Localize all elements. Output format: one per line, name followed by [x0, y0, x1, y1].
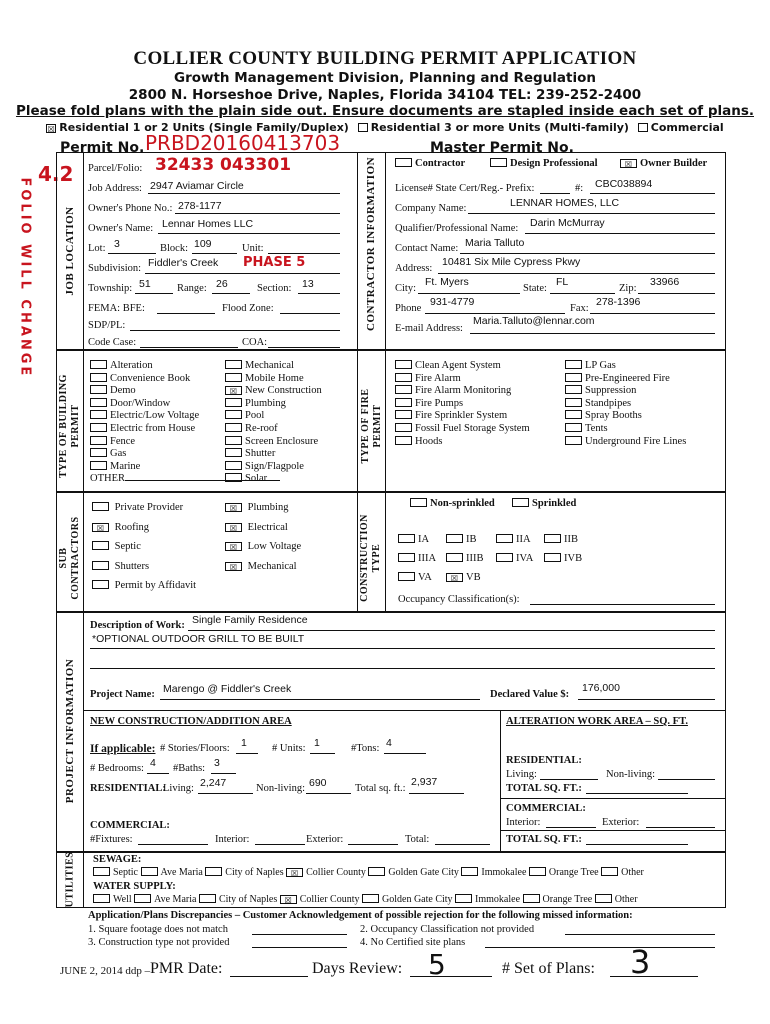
bt-plumbing[interactable]: Plumbing [225, 398, 322, 411]
sewage-septic[interactable]: Septic [93, 867, 138, 878]
sprinkled-option[interactable]: Sprinkled [512, 498, 576, 509]
commercial-total-label: Total: [405, 834, 430, 845]
range-label: Range: [177, 283, 207, 294]
water-ave-maria[interactable]: Ave Maria [134, 894, 196, 905]
ft-lp-gas[interactable]: LP Gas [565, 360, 686, 373]
sub-shutters[interactable]: Shutters [92, 557, 196, 577]
city-value[interactable]: Ft. Myers [425, 276, 469, 288]
bt-shutter[interactable]: Shutter [225, 448, 322, 461]
side-job-location: JOB LOCATION [64, 206, 76, 296]
days-review-label: Days Review: [312, 960, 403, 977]
res12-label: Residential 1 or 2 Units (Single Family/Duplex) [59, 121, 349, 134]
res3-checkbox[interactable] [358, 123, 368, 132]
declared-value[interactable]: 176,000 [582, 682, 620, 694]
exterior-label: Exterior: [306, 834, 344, 845]
phase-value: PHASE 5 [243, 255, 306, 270]
alt-nonliving-label: Non-living: [606, 769, 655, 780]
water-golden-gate[interactable]: Golden Gate City [362, 894, 453, 905]
days-review-value[interactable]: 5 [428, 948, 446, 981]
bedrooms-label: # Bedrooms: [90, 763, 144, 774]
alt-exterior-label: Exterior: [602, 817, 640, 828]
interior-label: Interior: [215, 834, 250, 845]
margin-note: FOLIO WILL CHANGE [17, 177, 33, 379]
water-options [93, 894, 638, 905]
bt-screen-enclosure[interactable]: Screen Enclosure [225, 436, 322, 449]
sewage-collier[interactable]: ☒ Collier County [286, 867, 366, 878]
new-area-heading: NEW CONSTRUCTION/ADDITION AREA [90, 716, 292, 727]
nonliving-value[interactable]: 690 [309, 777, 327, 789]
desc-label: Description of Work: [90, 620, 185, 631]
commercial-label: COMMERCIAL: [90, 820, 170, 831]
project-name-label: Project Name: [90, 689, 155, 700]
building-type-col2 [225, 360, 322, 486]
bt-pool[interactable]: Pool [225, 410, 322, 423]
bt-mobile-home[interactable]: Mobile Home [225, 373, 322, 386]
owner-name-label: Owner's Name: [88, 223, 154, 234]
sub-roofing[interactable]: ☒ Roofing [92, 518, 196, 538]
contractor-address-label: Address: [395, 263, 433, 274]
side-project-info: PROJECT INFORMATION [64, 658, 76, 804]
sub-private-provider[interactable]: Private Provider [92, 498, 196, 518]
owner-phone-value[interactable]: 278-1177 [178, 200, 222, 212]
discrepancy-2: 2. Occupancy Classification not provided [360, 924, 535, 935]
contractor-phone-value[interactable]: 931-4779 [430, 296, 475, 308]
baths-label: #Baths: [173, 763, 206, 774]
contractor-option[interactable]: Contractor [395, 158, 465, 169]
ct-iia[interactable]: IIA [496, 530, 544, 549]
bt-mechanical[interactable]: Mechanical [225, 360, 322, 373]
block-label: Block: [160, 243, 188, 254]
bt-electric-from-house[interactable]: Electric from House [90, 423, 280, 436]
fire-type-col2 [565, 360, 686, 448]
range-value[interactable]: 26 [216, 278, 228, 290]
subdivision-label: Subdivision: [88, 263, 142, 274]
bt-solar[interactable]: Solar [225, 473, 322, 486]
contact-value[interactable]: Maria Talluto [465, 237, 525, 249]
ct-iib[interactable]: IIB [544, 534, 578, 545]
sub-permit-affidavit[interactable]: Permit by Affidavit [92, 576, 196, 596]
ft-tents[interactable]: Tents [565, 423, 686, 436]
bt-gas[interactable]: Gas [90, 448, 280, 461]
sewage-golden-gate[interactable]: Golden Gate City [368, 867, 459, 878]
code-case-label: Code Case: [88, 337, 137, 348]
discrepancy-1: 1. Square footage does not match [88, 924, 228, 935]
fema-label: FEMA: BFE: [88, 303, 145, 314]
state-value[interactable]: FL [556, 276, 569, 288]
bt-sign-flagpole[interactable]: Sign/Flagpole [225, 461, 322, 474]
instruction-line: Please fold plans with the plain side out. Ensure documents are stapled inside each set of plans. [15, 103, 754, 119]
bt-demo[interactable]: Demo [90, 385, 280, 398]
alt-total2-label: TOTAL SQ. FT.: [506, 834, 582, 845]
side-sub-contractors: SUB CONTRACTORS [58, 516, 81, 600]
ft-pre-engineered[interactable]: Pre-Engineered Fire [565, 373, 686, 386]
nonliving-label: Non-living: [256, 783, 305, 794]
alt-area-heading: ALTERATION WORK AREA – SQ. FT. [506, 716, 688, 727]
section-label: Section: [257, 283, 292, 294]
water-collier[interactable]: ☒ Collier County [280, 894, 360, 905]
water-city-naples[interactable]: City of Naples [199, 894, 277, 905]
unit-label: Unit: [242, 243, 264, 254]
permit-no-value: PRBD20160413703 [145, 131, 341, 155]
division-line: Growth Management Division, Planning and Regulation [173, 70, 597, 86]
sub-septic[interactable]: Septic [92, 537, 196, 557]
qualifier-label: Qualifier/Professional Name: [395, 223, 519, 234]
side-type-building: TYPE OF BUILDING PERMIT [58, 374, 81, 478]
bt-marine[interactable]: Marine [90, 461, 280, 474]
owner-name-value[interactable]: Lennar Homes LLC [162, 218, 254, 230]
water-immokalee[interactable]: Immokalee [455, 894, 520, 905]
fixtures-label: #Fixtures: [90, 834, 133, 845]
sewage-city-naples[interactable]: City of Naples [205, 867, 283, 878]
fire-type-col1 [395, 360, 530, 448]
ft-standpipes[interactable]: Standpipes [565, 398, 686, 411]
bt-re-roof[interactable]: Re-roof [225, 423, 322, 436]
commercial-checkbox[interactable] [638, 123, 648, 132]
ct-ia[interactable]: IA [398, 530, 446, 549]
bedrooms-value[interactable]: 4 [150, 757, 156, 769]
water-orange-tree[interactable]: Orange Tree [523, 894, 593, 905]
sewage-ave-maria[interactable]: Ave Maria [141, 867, 203, 878]
fax-value[interactable]: 278-1396 [596, 296, 641, 308]
lot-label: Lot: [88, 243, 106, 254]
alt-living-label: Living: [506, 769, 537, 780]
job-address-label: Job Address: [88, 183, 142, 194]
ct-va[interactable]: VA [398, 568, 446, 587]
company-label: Company Name: [395, 203, 467, 214]
job-address-value[interactable]: 2947 Aviamar Circle [150, 180, 244, 192]
discrepancies-title: Application/Plans Discrepancies – Customer Acknowledgement of possible rejection for the following missed information: [88, 910, 633, 921]
block-value[interactable]: 109 [194, 238, 212, 250]
ft-clean-agent[interactable]: Clean Agent System [395, 360, 530, 373]
occupancy-label: Occupancy Classification(s): [398, 594, 520, 605]
bt-electric-low-voltage[interactable]: Electric/Low Voltage [90, 410, 280, 423]
water-well[interactable]: Well [93, 894, 132, 905]
units-value[interactable]: 1 [314, 737, 320, 749]
form-title: COLLIER COUNTY BUILDING PERMIT APPLICATION [133, 48, 637, 69]
res3-label: Residential 3 or more Units (Multi-family) [370, 121, 629, 134]
sub-plumbing[interactable]: ☒ Plumbing [225, 498, 301, 518]
flood-zone-label: Flood Zone: [222, 303, 274, 314]
permit-category-row [0, 121, 770, 134]
sewage-label: SEWAGE: [93, 854, 142, 865]
bt-new-construction[interactable]: ☒ New Construction [225, 385, 322, 398]
bt-fence[interactable]: Fence [90, 436, 280, 449]
living-label: Living: [163, 783, 194, 794]
license-num-label: #: [575, 183, 584, 194]
subdivision-value[interactable]: Fiddler's Creek [148, 257, 219, 269]
water-label: WATER SUPPLY: [93, 881, 176, 892]
contractor-phone-label: Phone [395, 303, 422, 314]
sewage-immokalee[interactable]: Immokalee [461, 867, 526, 878]
coa-label: COA: [242, 337, 268, 348]
total-sqft-value[interactable]: 2,937 [411, 776, 438, 788]
side-utilities: UTILITIES [64, 851, 76, 908]
project-name-value[interactable]: Marengo @ Fiddler's Creek [163, 683, 292, 695]
stories-value[interactable]: 1 [241, 737, 247, 749]
ft-fire-pumps[interactable]: Fire Pumps [395, 398, 530, 411]
res12-checkbox[interactable]: ☒ [47, 125, 55, 134]
ft-underground[interactable]: Underground Fire Lines [565, 436, 686, 449]
lot-value[interactable]: 3 [114, 238, 120, 250]
discrepancy-3: 3. Construction type not provided [88, 937, 230, 948]
commercial-label: Commercial [650, 121, 724, 134]
email-value[interactable]: Maria.Talluto@lennar.com [473, 315, 595, 327]
alt-commercial-label: COMMERCIAL: [506, 803, 586, 814]
bt-other[interactable]: OTHER [90, 473, 280, 486]
discrepancy-4: 4. No Certified site plans [360, 937, 466, 948]
alt-total-label: TOTAL SQ. FT.: [506, 783, 582, 794]
ft-suppression[interactable]: Suppression [565, 385, 686, 398]
sewage-other[interactable]: Other [601, 867, 644, 878]
sub-low-voltage[interactable]: ☒ Low Voltage [225, 537, 301, 557]
desc-value-2[interactable]: *OPTIONAL OUTDOOR GRILL TO BE BUILT [92, 633, 305, 645]
desc-value[interactable]: Single Family Residence [192, 614, 308, 626]
sub-col2 [225, 498, 301, 576]
ft-fire-alarm-monitoring[interactable]: Fire Alarm Monitoring [395, 385, 530, 398]
construction-grid [398, 530, 582, 587]
contact-label: Contact Name: [395, 243, 459, 254]
address-line: 2800 N. Horseshoe Drive, Naples, Florida 34104 TEL: 239-252-2400 [128, 87, 642, 103]
ft-spray-booths[interactable]: Spray Booths [565, 410, 686, 423]
margin-mark: 4.2 [38, 162, 74, 186]
license-value[interactable]: CBC038894 [595, 178, 653, 190]
bt-convenience-book[interactable]: Convenience Book [90, 373, 280, 386]
zip-value[interactable]: 33966 [650, 276, 680, 288]
ft-fire-sprinkler[interactable]: Fire Sprinkler System [395, 410, 530, 423]
state-label: State: [523, 283, 547, 294]
master-permit-label: Master Permit No. [430, 140, 574, 156]
stories-label: # Stories/Floors: [160, 743, 230, 754]
ct-ib[interactable]: IB [446, 530, 496, 549]
contractor-address-value[interactable]: 10481 Six Mile Cypress Pkwy [442, 256, 581, 268]
tons-value[interactable]: 4 [386, 737, 392, 749]
pmr-date-label: PMR Date: [150, 960, 223, 977]
sdp-label: SDP/PL: [88, 320, 126, 331]
bt-door-window[interactable]: Door/Window [90, 398, 280, 411]
ct-iiib[interactable]: IIIB [446, 549, 496, 568]
sewage-options [93, 867, 644, 878]
ct-ivb[interactable]: IVB [544, 553, 582, 564]
owner-builder-option[interactable]: ☒ Owner Builder [620, 158, 707, 169]
sub-mechanical[interactable]: ☒ Mechanical [225, 557, 301, 577]
water-other[interactable]: Other [595, 894, 638, 905]
alt-interior-label: Interior: [506, 817, 541, 828]
township-label: Township: [88, 283, 133, 294]
set-of-plans-value[interactable]: 3 [630, 943, 651, 981]
alt-residential-label: RESIDENTIAL: [506, 755, 582, 766]
bt-alteration[interactable]: Alteration [90, 360, 280, 373]
ct-vb[interactable]: ☒ VB [446, 572, 481, 583]
side-type-fire: TYPE OF FIRE PERMIT [360, 388, 383, 464]
living-value[interactable]: 2,247 [200, 777, 227, 789]
fax-label: Fax: [570, 303, 589, 314]
declared-value-label: Declared Value $: [490, 689, 570, 700]
parcel-label: Parcel/Folio: [88, 163, 143, 174]
design-professional-option[interactable]: Design Professional [490, 158, 598, 169]
ft-fire-alarm[interactable]: Fire Alarm [395, 373, 530, 386]
ft-fossil-fuel[interactable]: Fossil Fuel Storage System [395, 423, 530, 436]
email-label: E-mail Address: [395, 323, 463, 334]
ft-hoods[interactable]: Hoods [395, 436, 530, 449]
township-value[interactable]: 51 [139, 278, 151, 290]
qualifier-value[interactable]: Darin McMurray [530, 217, 605, 229]
total-sqft-label: Total sq. ft.: [355, 783, 406, 794]
units-label: # Units: [272, 743, 306, 754]
non-sprinkled-option[interactable]: Non-sprinkled [410, 498, 495, 509]
residential-label: RESIDENTIAL: [90, 783, 166, 794]
sub-electrical[interactable]: ☒ Electrical [225, 518, 301, 538]
if-applicable-label: If applicable: [90, 743, 156, 755]
side-contractor-info: CONTRACTOR INFORMATION [365, 156, 377, 331]
sewage-orange-tree[interactable]: Orange Tree [529, 867, 599, 878]
owner-phone-label: Owner's Phone No.: [88, 203, 173, 214]
permit-no-label: Permit No. [60, 140, 145, 156]
side-construction-type: CONSTRUCTION TYPE [359, 514, 382, 602]
footer-date: JUNE 2, 2014 ddp – [60, 965, 151, 977]
company-value[interactable]: LENNAR HOMES, LLC [510, 197, 620, 209]
ct-iiia[interactable]: IIIA [398, 549, 446, 568]
ct-iva[interactable]: IVA [496, 549, 544, 568]
tons-label: #Tons: [351, 743, 380, 754]
sub-col1 [92, 498, 196, 596]
baths-value[interactable]: 3 [214, 757, 220, 769]
license-label: License# State Cert/Reg.- Prefix: [395, 183, 535, 194]
parcel-value[interactable]: 32433 043301 [155, 155, 292, 175]
section-value[interactable]: 13 [302, 278, 314, 290]
set-of-plans-label: # Set of Plans: [502, 960, 595, 977]
city-label: City: [395, 283, 417, 294]
zip-label: Zip: [619, 283, 637, 294]
